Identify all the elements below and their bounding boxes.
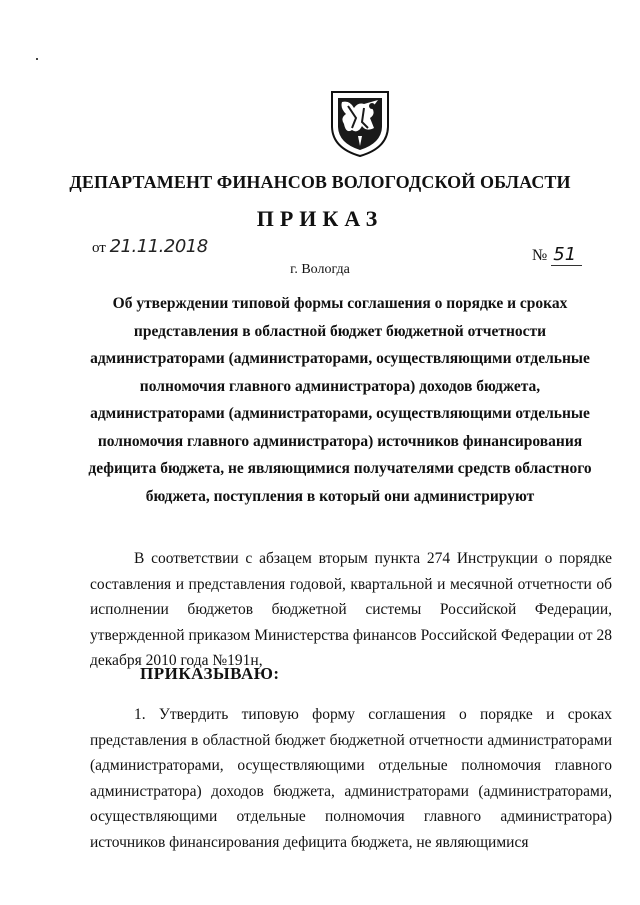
city-line: г. Вологда [290,262,350,277]
vologda-coat-of-arms-icon [328,88,392,158]
number-handwritten: 51 [551,244,582,266]
item-1-paragraph: 1. Утвердить типовую форму соглашения о порядке и сроках представления в областной бюджет бюджетной отчетности администраторами (администраторами, осуществляющими отдельные полномочия главного администратора) доходов бюджета, администраторами (администраторами, осуществляющими отдельные полномочия главного администратора) источников финансирования дефицита бюджета, не являющимися [90,706,612,851]
date-prefix: от [92,240,106,256]
date-handwritten: 21.11.2018 [109,236,208,257]
document-type-title: ПРИКАЗ [256,206,384,231]
order-date [92,236,208,257]
order-subject-heading: Об утверждении типовой формы соглашения о порядке и сроках представления в областной бюджет бюджетной отчетности администраторами (администраторами, осуществляющими отдельные полномочия главного администратора) доходов бюджета, администраторами (администраторами, осуществляющими отдельные полномочия главного администратора) источников финансирования дефицита бюджета, не являющимися получателями средств областного бюджета, поступления в который они администрируют [88,295,592,505]
preamble-paragraph: В соответствии с абзацем вторым пункта 274 Инструкции о порядке составления и представления годовой, квартальной и месячной отчетности об исполнении бюджетов бюджетной системы Российской Федерации, утвержденной приказом Министерства финансов Российской Федерации от 28 декабря 2010 года №191н, [90,550,612,669]
order-directive-word: ПРИКАЗЫВАЮ: [140,664,280,683]
scan-speck [36,58,38,60]
number-prefix: № [532,247,548,264]
department-title: ДЕПАРТАМЕНТ ФИНАНСОВ ВОЛОГОДСКОЙ ОБЛАСТИ [69,172,571,192]
